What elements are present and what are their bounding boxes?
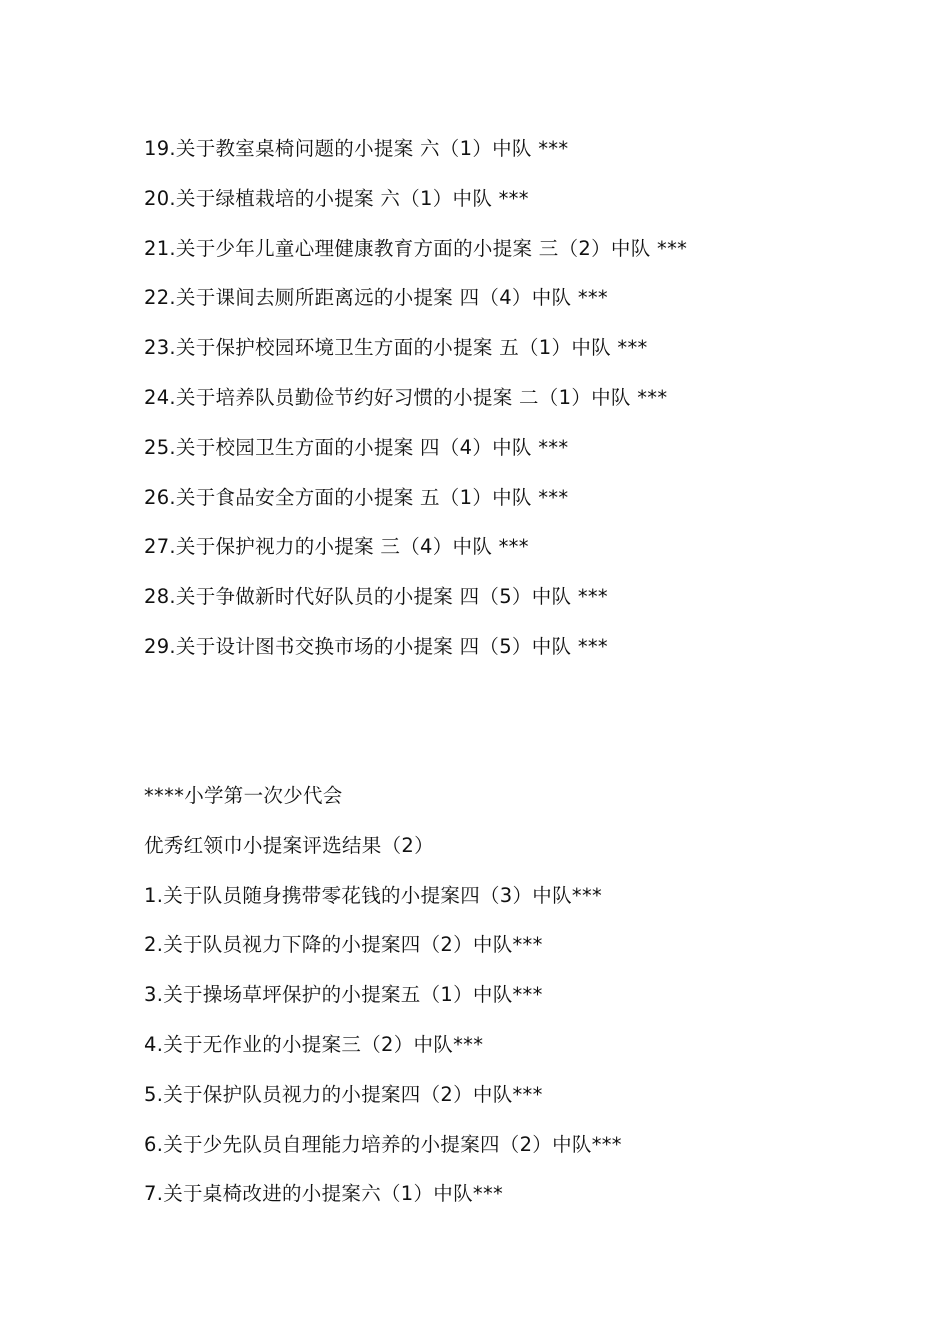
- list-item: 24.关于培养队员勤俭节约好习惯的小提案 二（1）中队 ***: [144, 385, 668, 409]
- list-item: 21.关于少年儿童心理健康教育方面的小提案 三（2）中队 ***: [144, 236, 688, 260]
- list-item: 19.关于教室桌椅问题的小提案 六（1）中队 ***: [144, 137, 569, 160]
- list-item: 2.关于队员视力下降的小提案四（2）中队***: [144, 933, 543, 957]
- list-item: 29.关于设计图书交换市场的小提案 四（5）中队 ***: [144, 634, 608, 658]
- list-item: 25.关于校园卫生方面的小提案 四（4）中队 ***: [144, 435, 569, 459]
- list-item: 4.关于无作业的小提案三（2）中队***: [144, 1032, 484, 1056]
- list-item: 26.关于食品安全方面的小提案 五（1）中队 ***: [144, 485, 569, 509]
- list-item: 5.关于保护队员视力的小提案四（2）中队***: [144, 1082, 543, 1106]
- list-item: 22.关于课间去厕所距离远的小提案 四（4）中队 ***: [144, 286, 608, 310]
- list-item: 7.关于桌椅改进的小提案六（1）中队***: [144, 1182, 504, 1206]
- section-heading: ****小学第一次少代会: [144, 784, 343, 807]
- list-item: 3.关于操场草坪保护的小提案五（1）中队***: [144, 983, 543, 1007]
- list-item: 6.关于少先队员自理能力培养的小提案四（2）中队***: [144, 1132, 622, 1156]
- proposal-results-section: [144, 780, 910, 1228]
- proposal-list-part1: [144, 133, 910, 681]
- section-subheading: 优秀红领巾小提案评选结果（2）: [144, 833, 434, 857]
- list-item: 23.关于保护校园环境卫生方面的小提案 五（1）中队 ***: [144, 336, 648, 360]
- list-item: 1.关于队员随身携带零花钱的小提案四（3）中队***: [144, 883, 603, 907]
- list-item: 27.关于保护视力的小提案 三（4）中队 ***: [144, 535, 529, 559]
- list-item: 20.关于绿植栽培的小提案 六（1）中队 ***: [144, 186, 529, 210]
- list-item: 28.关于争做新时代好队员的小提案 四（5）中队 ***: [144, 585, 608, 609]
